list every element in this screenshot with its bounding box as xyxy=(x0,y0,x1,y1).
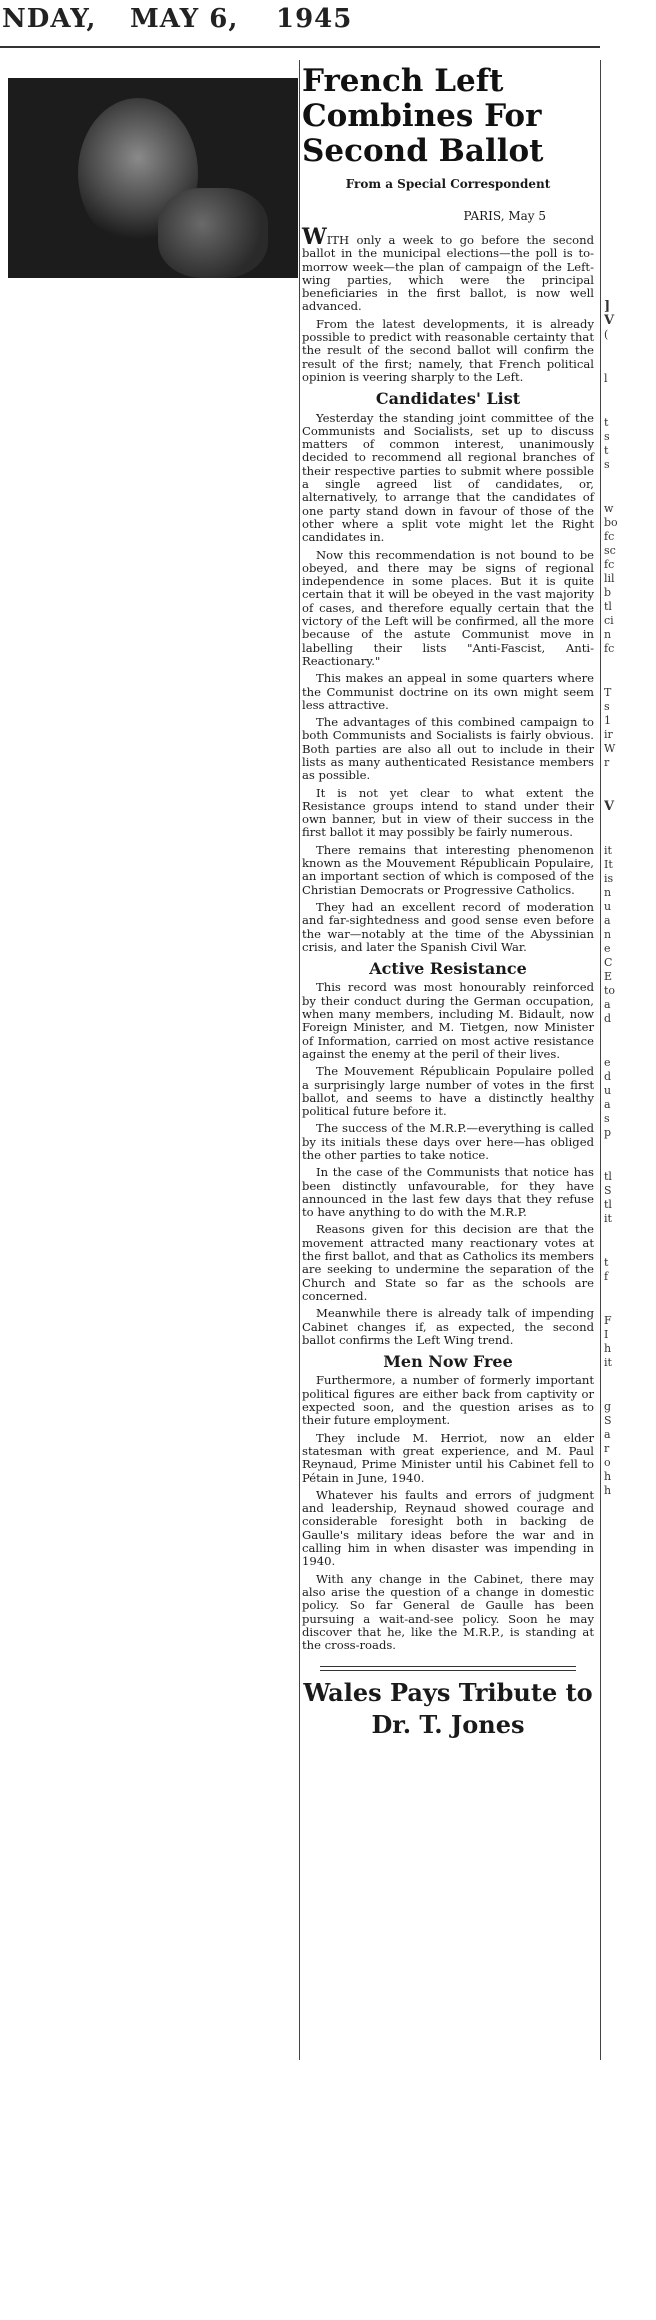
fragment-line: it xyxy=(604,844,612,857)
article-paragraph: There remains that interesting phenomenon known as the Mouvement Républicain Populaire, an important section of which is composed of the Christian Democrats or Progressive Catholics. xyxy=(302,842,594,897)
fragment-line xyxy=(604,814,640,844)
fragment-line: a xyxy=(604,1098,611,1111)
fragment-line: u xyxy=(604,900,612,913)
fragment-line: C xyxy=(604,956,613,969)
article-paragraph: The success of the M.R.P.—everything is called by its initials these days over here—has obliged the other parties to take notice. xyxy=(302,1121,594,1162)
article-paragraph: Furthermore, a number of formerly important political figures are either back from captivity or expected soon, and the question arises as to their future employment. xyxy=(302,1373,594,1428)
fragment-line: h xyxy=(604,1470,612,1483)
fragment-line: V xyxy=(604,314,615,328)
subheading: Men Now Free xyxy=(383,1352,513,1372)
fragment-line: ( xyxy=(604,328,609,341)
article-paragraph: The advantages of this combined campaign to both Communists and Socialists is fairly obvious. Both parties are also all out to include in their lists as many authenticated Resistance members as possible. xyxy=(302,715,594,783)
fragment-line xyxy=(604,1370,640,1400)
fragment-line: fc xyxy=(604,642,615,655)
fragment-line: o xyxy=(604,1456,611,1469)
fragment-line xyxy=(604,1026,640,1056)
article xyxy=(302,64,594,1741)
fragment-line: h xyxy=(604,1484,612,1497)
fragment-line: r xyxy=(604,1442,610,1455)
column-rule-right xyxy=(600,60,601,2060)
news-photo xyxy=(8,78,298,278)
fragment-line: n xyxy=(604,928,612,941)
fragment-line: e xyxy=(604,1056,611,1069)
photo-figure-hands xyxy=(158,188,268,278)
fragment-line: g xyxy=(604,1400,612,1413)
article-paragraph: From the latest developments, it is already possible to predict with reasonable certainty that the result of the second ballot will confirm the result of the first; namely, that French political opinion is veering sharply to the Left. xyxy=(302,316,594,384)
fragment-line: sc xyxy=(604,544,616,557)
fragment-line: W xyxy=(604,742,616,755)
fragment-line: ] xyxy=(604,300,611,314)
fragment-line xyxy=(604,1226,640,1256)
article-paragraph: In the case of the Communists that notice has been distinctly unfavourable, for they have announced in the last few days that they refuse to have anything to do with the M.R.P. xyxy=(302,1165,594,1220)
fragment-line: It xyxy=(604,858,613,871)
subheading: Candidates' List xyxy=(375,389,521,409)
section-divider xyxy=(320,1666,576,1671)
fragment-line xyxy=(604,386,640,416)
article-dateline: PARIS, May 5 xyxy=(463,209,546,223)
fragment-line: u xyxy=(604,1084,612,1097)
article-paragraph: Reasons given for this decision are that the movement attracted many reactionary votes at the first ballot, and that as Catholics its members are seeking to undermine the separation of the Church and State so far as the schools are concerned. xyxy=(302,1222,594,1303)
article-body xyxy=(302,224,594,1653)
fragment-line: e xyxy=(604,942,611,955)
masthead-rule xyxy=(0,46,600,48)
fragment-line: fc xyxy=(604,558,615,571)
masthead xyxy=(0,0,420,40)
fragment-line: a xyxy=(604,914,611,927)
fragment-line: p xyxy=(604,1126,612,1139)
fragment-line: t xyxy=(604,1256,609,1269)
fragment-line: V xyxy=(604,800,615,814)
fragment-line: s xyxy=(604,458,610,471)
fragment-line: ir xyxy=(604,728,613,741)
fragment-line: w xyxy=(604,502,614,515)
fragment-line: it xyxy=(604,1356,612,1369)
fragment-line: ci xyxy=(604,614,614,627)
fragment-line: s xyxy=(604,700,610,713)
tribute-headline: Wales Pays Tribute to Dr. T. Jones xyxy=(303,1678,593,1740)
column-rule-left xyxy=(299,60,300,2060)
fragment-line xyxy=(604,472,640,502)
article-byline: From a Special Correspondent xyxy=(345,177,551,191)
article-paragraph: Yesterday the standing joint committee of the Communists and Socialists, set up to discuss matters of common interest, unanimously decided to recommend all regional branches of their respective parties to submit where possible a single agreed list of candidates, or, alternatively, to arrange that the candidates of one party stand down in favour of those of the other where a split vote might let the Right candidates in. xyxy=(302,410,594,545)
fragment-line: fc xyxy=(604,530,615,543)
fragment-line: lil xyxy=(604,572,615,585)
article-paragraph: The Mouvement Républicain Populaire polled a surprisingly large number of votes in the first ballot, and seems to have a distinctly healthy political future before it. xyxy=(302,1064,594,1119)
adjacent-column-fragments xyxy=(604,300,640,1498)
fragment-line: s xyxy=(604,1112,610,1125)
fragment-line: h xyxy=(604,1342,612,1355)
fragment-line: bo xyxy=(604,516,618,529)
fragment-line: 1 xyxy=(604,714,611,727)
fragment-line: tl xyxy=(604,600,612,613)
fragment-line: it xyxy=(604,1212,612,1225)
fragment-line: l xyxy=(604,372,608,385)
fragment-line: t xyxy=(604,444,609,457)
fragment-line xyxy=(604,1284,640,1314)
article-paragraph: Meanwhile there is already talk of impending Cabinet changes if, as expected, the second ballot confirms the Left Wing trend. xyxy=(302,1306,594,1347)
fragment-line xyxy=(604,1140,640,1170)
fragment-line: d xyxy=(604,1012,612,1025)
fragment-line: n xyxy=(604,628,612,641)
fragment-line: T xyxy=(604,686,612,699)
fragment-line: tl xyxy=(604,1198,612,1211)
fragment-line: f xyxy=(604,1270,609,1283)
masthead-day: NDAY, xyxy=(2,4,97,34)
fragment-line: a xyxy=(604,998,611,1011)
fragment-line: d xyxy=(604,1070,612,1083)
masthead-year: 1945 xyxy=(276,4,353,34)
article-paragraph: Now this recommendation is not bound to be obeyed, and there may be signs of regional independence in some places. But it is quite certain that it will be obeyed in the vast majority of cases, and therefore equally certain that the victory of the Left will be confirmed, all the more because of the astute Communist move in labelling their lists "Anti-Fascist, Anti-Reactionary." xyxy=(302,547,594,668)
fragment-line: tl xyxy=(604,1170,612,1183)
article-paragraph: This makes an appeal in some quarters where the Communist doctrine on its own might seem less attractive. xyxy=(302,671,594,712)
fragment-line: F xyxy=(604,1314,612,1327)
fragment-line xyxy=(604,656,640,686)
article-paragraph: With any change in the Cabinet, there may also arise the question of a change in domestic policy. So far General de Gaulle has been pursuing a wait-and-see policy. Soon he may discover that he, like the M.R.P., is standing at the cross-roads. xyxy=(302,1571,594,1653)
fragment-line: t xyxy=(604,416,609,429)
article-paragraph: They include M. Herriot, now an elder statesman with great experience, and M. Paul Reynaud, Prime Minister until his Cabinet fell to Pétain in June, 1940. xyxy=(302,1430,594,1485)
article-headline: French Left Combines For Second Ballot xyxy=(302,63,544,169)
drop-cap: W xyxy=(302,224,327,250)
fragment-line: is xyxy=(604,872,614,885)
fragment-line: b xyxy=(604,586,612,599)
fragment-line: I xyxy=(604,1328,609,1341)
fragment-line: E xyxy=(604,970,613,983)
fragment-line xyxy=(604,770,640,800)
article-paragraph: This record was most honourably reinforced by their conduct during the German occupation, when many members, including M. Bidault, now Foreign Minister, and M. Tietgen, now Minister of Information, carried on most active resistance against the enemy at the peril of their lives. xyxy=(302,980,594,1061)
lead-text: ITH only a week to go before the second ballot in the municipal elections—the poll is to-morrow week—the plan of campaign of the Left-wing parties, which were the principal beneficiaries in the first ballot, is now well advanced. xyxy=(302,233,594,314)
fragment-line xyxy=(604,342,640,372)
masthead-date: MAY 6, xyxy=(130,4,239,34)
fragment-line: s xyxy=(604,430,610,443)
subheading: Active Resistance xyxy=(369,959,527,979)
article-paragraph xyxy=(302,224,594,314)
fragment-line: n xyxy=(604,886,612,899)
fragment-line: a xyxy=(604,1428,611,1441)
article-paragraph: Whatever his faults and errors of judgment and leadership, Reynaud showed courage and considerable foresight both in backing de Gaulle's military ideas before the war and in calling him in when disaster was impending in 1940. xyxy=(302,1487,594,1569)
fragment-line: S xyxy=(604,1414,612,1427)
article-paragraph: They had an excellent record of moderation and far-sightedness and good sense even before the war—notably at the time of the Abyssinian crisis, and later the Spanish Civil War. xyxy=(302,899,594,954)
fragment-line: to xyxy=(604,984,616,997)
article-paragraph: It is not yet clear to what extent the Resistance groups intend to stand under their own banner, but in view of their success in the first ballot it may possibly be fairly numerous. xyxy=(302,785,594,840)
fragment-line: S xyxy=(604,1184,612,1197)
fragment-line: r xyxy=(604,756,610,769)
